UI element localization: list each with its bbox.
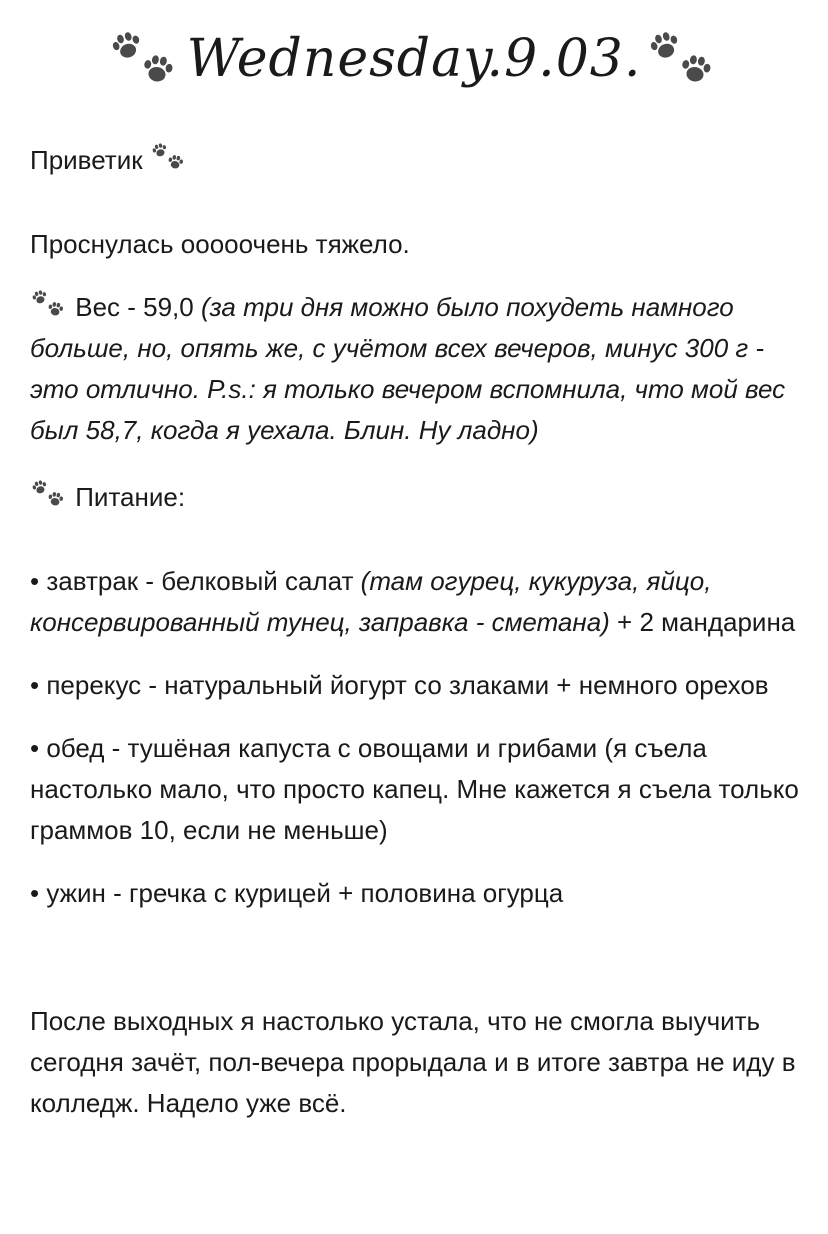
- greeting-line: [30, 140, 810, 181]
- greeting-text: Приветик: [30, 145, 143, 175]
- paw-prints-icon: [647, 26, 719, 92]
- breakfast-lead: • завтрак - белковый салат: [30, 566, 361, 596]
- title-row: [0, 14, 828, 104]
- meal-lunch: • обед - тушёная капуста с овощами и грибами (я съела настолько мало, что просто капец. Мне кажется я съела только граммов 10, если не меньше): [30, 733, 799, 845]
- nutrition-heading-text: Питание:: [75, 482, 186, 512]
- nutrition-heading: [30, 477, 810, 518]
- breakfast-note: (там огурец, кукуруза, яйцо, консервированный тунец, заправка - сметана): [30, 566, 712, 637]
- weight-note: (за три дня можно было похудеть намного больше, но, опять же, с учётом всех вечеров, минус 300 г - это отлично. P.s.: я только вечером вспомнила, что мой вес был 58,7, когда я уехала. Блин. Ну ладно): [30, 292, 786, 445]
- weight-label: Вес - 59,0: [75, 292, 194, 322]
- meal-snack: • перекус - натуральный йогурт со злаками + немного орехов: [30, 670, 769, 700]
- page-title: Wednesday.9.03.: [186, 29, 642, 89]
- paw-prints-icon: [150, 141, 188, 173]
- paw-prints-icon: [30, 478, 68, 510]
- paw-prints-icon: [30, 288, 68, 320]
- breakfast-tail: + 2 мандарина: [609, 607, 796, 637]
- closing-paragraph: После выходных я настолько устала, что не смогла выучить сегодня зачёт, пол-вечера прорыдала и в итоге завтра не иду в колледж. Надело уже всё.: [30, 1006, 796, 1118]
- entry-body: [30, 140, 810, 1124]
- woke-up-line: Проснулась ооооочень тяжело.: [30, 229, 410, 259]
- meal-dinner: • ужин - гречка с курицей + половина огурца: [30, 878, 564, 908]
- meal-breakfast: [30, 561, 810, 643]
- paw-prints-icon: [109, 26, 181, 92]
- weight-paragraph: [30, 287, 810, 451]
